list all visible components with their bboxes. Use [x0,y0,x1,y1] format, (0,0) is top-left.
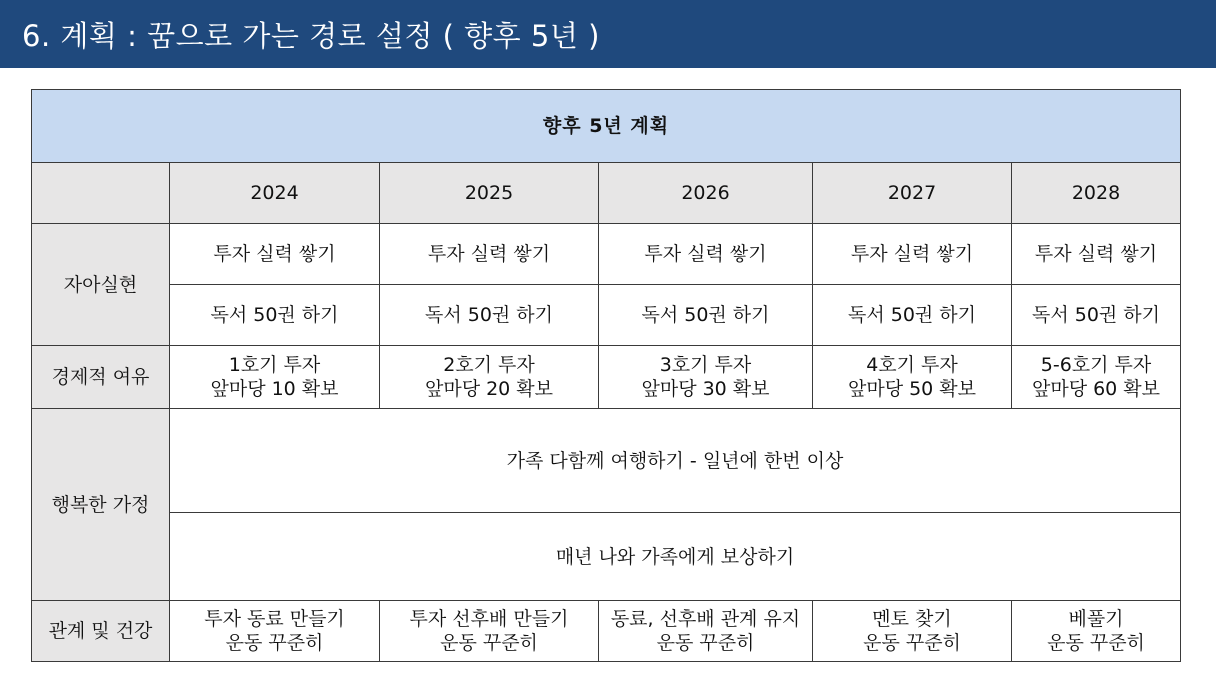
cell-line: 멘토 찾기 [872,608,952,630]
plan-cell-wide: 가족 다함께 여행하기 - 일년에 한번 이상 [170,409,1181,513]
cell-line: 5-6호기 투자 [1040,354,1152,376]
corner-cell [32,163,170,224]
plan-cell: 투자 실력 쌓기 [170,224,380,285]
plan-cell: 독서 50권 하기 [170,285,380,346]
row-label-family: 행복한 가정 [32,409,170,601]
cell-line: 앞마당 60 확보 [1031,378,1161,400]
cell-line: 1호기 투자 [228,354,321,376]
cell-line: 앞마당 20 확보 [424,378,554,400]
plan-cell: 독서 50권 하기 [380,285,599,346]
plan-cell: 투자 실력 쌓기 [599,224,813,285]
cell-line: 앞마당 30 확보 [641,378,770,400]
cell-line: 베풀기 [1068,608,1124,630]
five-year-plan-table [31,89,1181,662]
plan-cell [599,346,813,409]
plan-cell [1012,346,1181,409]
table-title: 향후 5년 계획 [32,90,1181,163]
cell-line: 운동 꾸준히 [656,632,755,654]
cell-line: 앞마당 10 확보 [210,378,339,400]
slide-header [0,0,1216,68]
plan-cell: 독서 50권 하기 [1012,285,1181,346]
year-header: 2026 [599,163,813,224]
cell-line: 운동 꾸준히 [863,632,961,654]
plan-cell [170,601,380,662]
plan-cell: 투자 실력 쌓기 [1012,224,1181,285]
plan-cell [380,346,599,409]
row-label-relations: 관계 및 건강 [32,601,170,662]
year-header: 2025 [380,163,599,224]
plan-cell: 투자 실력 쌓기 [813,224,1012,285]
cell-line: 운동 꾸준히 [225,632,324,654]
plan-cell: 독서 50권 하기 [599,285,813,346]
cell-line: 앞마당 50 확보 [847,378,977,400]
cell-line: 2호기 투자 [443,354,535,376]
cell-line: 운동 꾸준히 [1047,632,1145,654]
year-header: 2028 [1012,163,1181,224]
plan-cell [1012,601,1181,662]
year-header: 2024 [170,163,380,224]
plan-cell [599,601,813,662]
cell-line: 운동 꾸준히 [440,632,538,654]
row-label-self-realization: 자아실현 [32,224,170,346]
cell-line: 투자 선후배 만들기 [409,608,569,630]
plan-cell: 독서 50권 하기 [813,285,1012,346]
row-label-economic: 경제적 여유 [32,346,170,409]
plan-cell [380,601,599,662]
plan-cell-wide: 매년 나와 가족에게 보상하기 [170,513,1181,601]
cell-line: 3호기 투자 [659,354,752,376]
year-header: 2027 [813,163,1012,224]
plan-cell [813,346,1012,409]
cell-line: 4호기 투자 [866,354,958,376]
plan-cell: 투자 실력 쌓기 [380,224,599,285]
cell-line: 동료, 선후배 관계 유지 [610,608,801,630]
cell-line: 투자 동료 만들기 [204,608,345,630]
slide-title: 6. 계획 : 꿈으로 가는 경로 설정 ( 향후 5년 ) [22,18,600,53]
plan-cell [170,346,380,409]
plan-cell [813,601,1012,662]
